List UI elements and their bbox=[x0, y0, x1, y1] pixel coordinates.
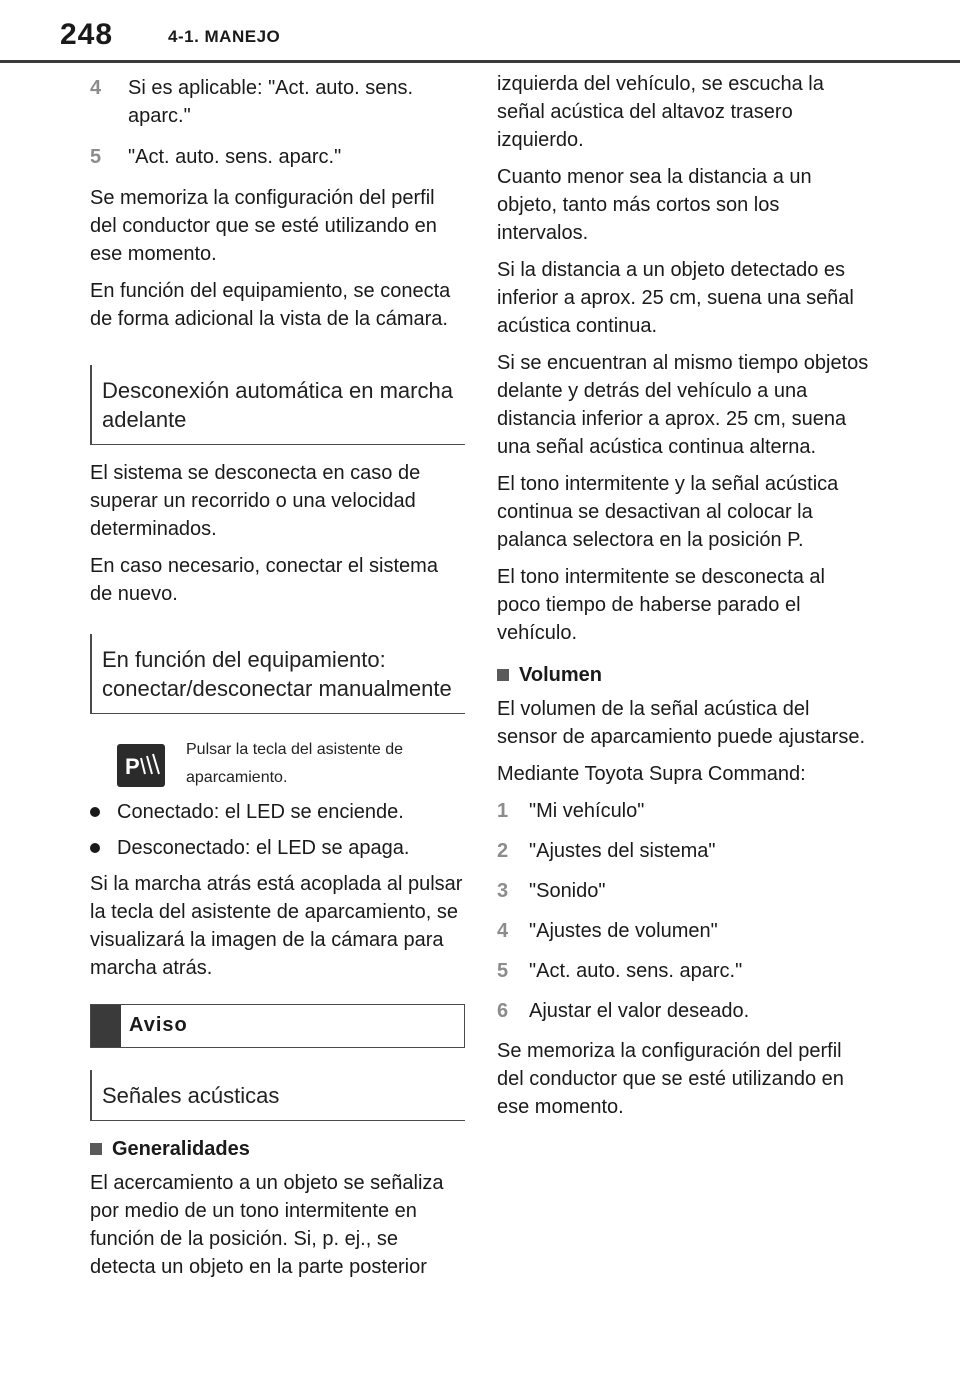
step-text: "Mi vehículo" bbox=[529, 800, 645, 822]
notice-bar bbox=[91, 1005, 121, 1047]
notice-label: Aviso bbox=[129, 1014, 188, 1036]
paragraph: El tono intermitente se desconecta al poco tiempo de haberse parado el vehículo. bbox=[497, 566, 825, 644]
step-number: 2 bbox=[497, 840, 509, 862]
step-item bbox=[90, 74, 465, 130]
paragraph: El tono intermitente y la señal acústica continua se desactivan al colocar la palanca selectora en la posición P. bbox=[497, 473, 839, 551]
step-number: 3 bbox=[497, 880, 509, 902]
subheading: Desconexión automática en marcha adelante bbox=[90, 365, 465, 445]
section-heading bbox=[90, 1135, 465, 1163]
parking-assist-key-row bbox=[90, 728, 465, 790]
paragraph: Se memoriza la configuración del perfil del conductor que se esté utilizando en ese momento. bbox=[90, 187, 437, 265]
paragraph: izquierda del vehículo, se escucha la señal acústica del altavoz trasero izquierdo. bbox=[497, 73, 824, 151]
step-text: "Ajustes del sistema" bbox=[529, 840, 716, 862]
paragraph: Si la marcha atrás está acoplada al pulsar la tecla del asistente de aparcamiento, se visualizará la imagen de la cámara para marcha atrás. bbox=[90, 873, 463, 979]
step-item bbox=[497, 837, 872, 865]
right-column bbox=[497, 70, 872, 1130]
list-item-text: Desconectado: el LED se apaga. bbox=[117, 837, 410, 859]
svg-text:P: P bbox=[125, 754, 140, 779]
paragraph: Mediante Toyota Supra Command: bbox=[497, 763, 806, 785]
step-text: "Act. auto. sens. aparc." bbox=[128, 146, 342, 168]
paragraph: Si se encuentran al mismo tiempo objetos delante y detrás del vehículo a una distancia inferior a aprox. 25 cm, suena una señal acústica continua alterna. bbox=[497, 352, 869, 458]
step-text: Ajustar el valor deseado. bbox=[529, 1000, 750, 1022]
list-item bbox=[90, 798, 465, 826]
page-number: 248 bbox=[60, 18, 114, 51]
step-number: 4 bbox=[497, 920, 509, 942]
step-number: 6 bbox=[497, 1000, 509, 1022]
square-bullet-icon bbox=[90, 1143, 102, 1155]
step-item bbox=[497, 957, 872, 985]
key-description: Pulsar la tecla del asistente de aparcamiento. bbox=[186, 741, 404, 786]
step-number: 1 bbox=[497, 800, 509, 822]
section-heading-text: Volumen bbox=[519, 664, 602, 686]
list-item bbox=[90, 834, 465, 862]
step-item bbox=[497, 917, 872, 945]
step-item bbox=[497, 877, 872, 905]
step-item bbox=[497, 797, 872, 825]
step-text: "Act. auto. sens. aparc." bbox=[529, 960, 743, 982]
paragraph: En caso necesario, conectar el sistema de nuevo. bbox=[90, 555, 438, 605]
paragraph: Cuanto menor sea la distancia a un objeto, tanto más cortos son los intervalos. bbox=[497, 166, 812, 244]
step-item bbox=[90, 143, 465, 171]
subheading: Señales acústicas bbox=[90, 1070, 465, 1121]
step-number: 5 bbox=[497, 960, 509, 982]
paragraph: Se memoriza la configuración del perfil del conductor que se esté utilizando en ese momento. bbox=[497, 1040, 844, 1118]
parking-assist-button-icon bbox=[117, 744, 165, 787]
bullet-icon bbox=[90, 843, 100, 853]
square-bullet-icon bbox=[497, 669, 509, 681]
paragraph: Si la distancia a un objeto detectado es inferior a aprox. 25 cm, suena una señal acústica continua. bbox=[497, 259, 854, 337]
paragraph: El acercamiento a un objeto se señaliza por medio de un tono intermitente en función de la posición. Si, p. ej., se detecta un objeto en la parte posterior bbox=[90, 1172, 444, 1278]
bullet-icon bbox=[90, 807, 100, 817]
step-number: 4 bbox=[90, 77, 102, 99]
left-column bbox=[90, 70, 465, 1290]
page-header bbox=[0, 0, 960, 70]
step-item bbox=[497, 997, 872, 1025]
step-number: 5 bbox=[90, 146, 102, 168]
step-text: "Sonido" bbox=[529, 880, 606, 902]
notice-box bbox=[90, 1004, 465, 1048]
paragraph: El volumen de la señal acústica del sensor de aparcamiento puede ajustarse. bbox=[497, 698, 866, 748]
step-text: Si es aplicable: "Act. auto. sens. aparc." bbox=[128, 77, 414, 127]
section-heading-text: Generalidades bbox=[112, 1138, 250, 1160]
step-text: "Ajustes de volumen" bbox=[529, 920, 718, 942]
paragraph: El sistema se desconecta en caso de superar un recorrido o una velocidad determinados. bbox=[90, 462, 421, 540]
section-heading bbox=[497, 661, 872, 689]
paragraph: En función del equipamiento, se conecta de forma adicional la vista de la cámara. bbox=[90, 280, 451, 330]
section-title: 4-1. MANEJO bbox=[168, 27, 281, 46]
subheading: En función del equipamiento: conectar/desconectar manualmente bbox=[90, 634, 465, 714]
list-item-text: Conectado: el LED se enciende. bbox=[117, 801, 404, 823]
header-divider bbox=[0, 60, 960, 63]
